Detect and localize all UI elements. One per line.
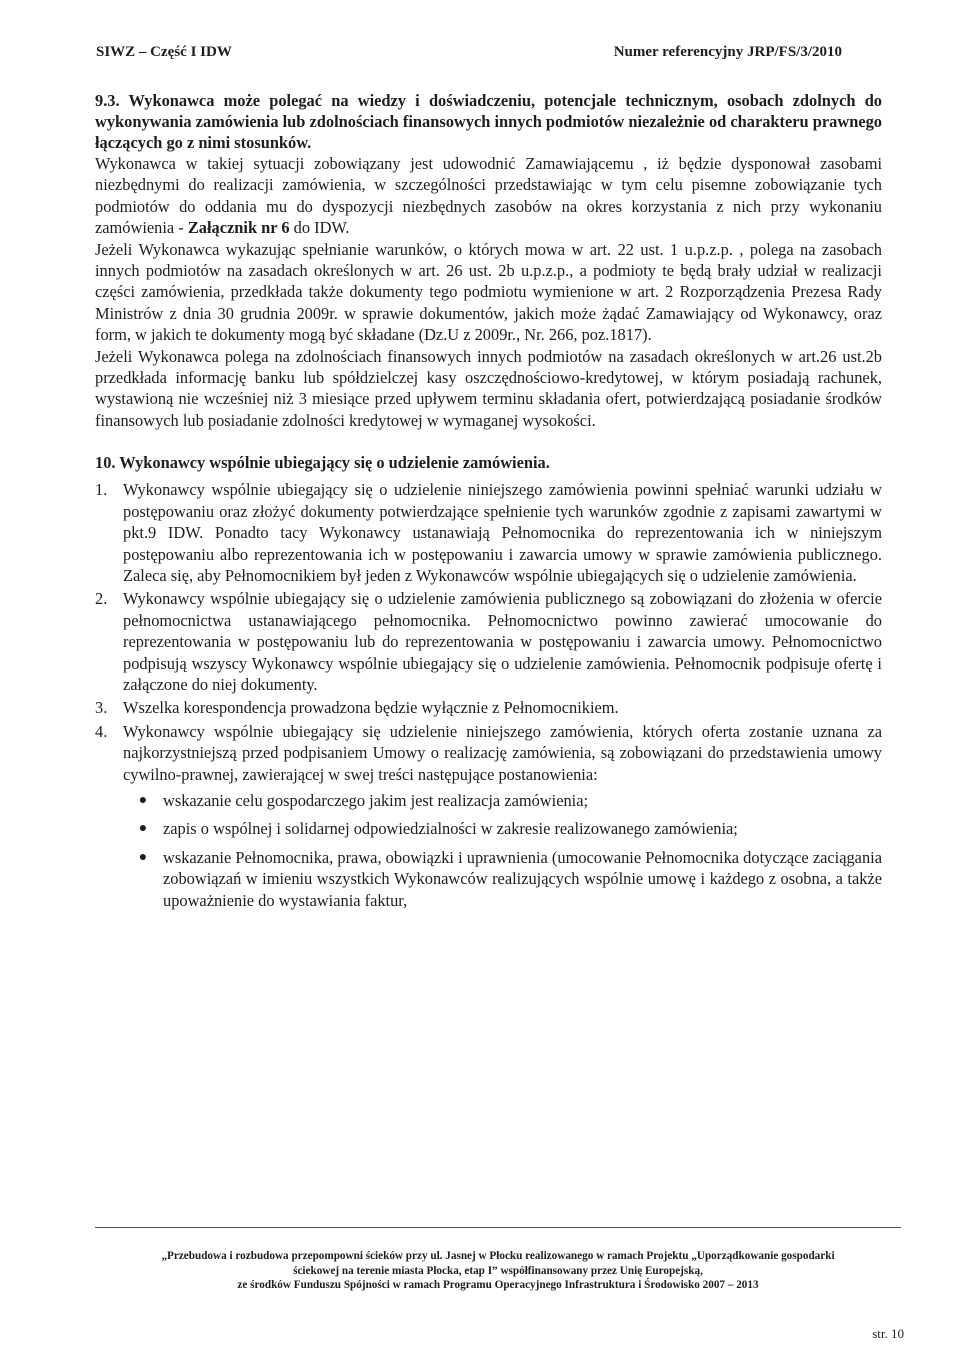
list-item bbox=[95, 479, 882, 586]
attachment-reference: Załącznik nr 6 bbox=[187, 218, 290, 238]
section-10-title: 10. Wykonawcy wspólnie ubiegający się o udzielenie zamówienia. bbox=[95, 453, 550, 473]
list-item-text: Wszelka korespondencja prowadzona będzie wyłącznie z Pełnomocnikiem. bbox=[123, 698, 619, 718]
bullet-item bbox=[123, 847, 882, 911]
list-item-number: 2. bbox=[95, 589, 108, 609]
bullet-item bbox=[123, 790, 882, 811]
bullet-dot-icon: ● bbox=[138, 849, 148, 865]
list-item-number: 3. bbox=[95, 698, 108, 718]
header-left: SIWZ – Część I IDW bbox=[96, 44, 232, 60]
section-10-list bbox=[95, 479, 882, 918]
paragraph-1-end: do IDW. bbox=[289, 218, 350, 238]
list-item-number: 1. bbox=[95, 480, 108, 500]
footer-line-1: „Przebudowa i rozbudowa przepompowni ścieków przy ul. Jasnej w Płocku realizowanego w ramach Projektu „Uporządkowanie gospodarki bbox=[161, 1250, 835, 1262]
page-number: str. 10 bbox=[872, 1326, 904, 1341]
list-item bbox=[95, 721, 882, 918]
section-9-3-heading: 9.3. Wykonawca może polegać na wiedzy i doświadczeniu, potencjale technicznym, osobach zdolnych do wykonywania zamówienia lub zdolnościach finansowych innych podmiotów niezależnie od charakteru prawnego łączących go z nimi stosunków. bbox=[95, 91, 882, 152]
provisions-bullet-list bbox=[123, 790, 882, 911]
list-item bbox=[95, 697, 882, 718]
bullet-dot-icon: ● bbox=[138, 792, 148, 808]
bullet-text: zapis o wspólnej i solidarnej odpowiedzialności w zakresie realizowanego zamówienia; bbox=[163, 819, 738, 839]
list-item-text bbox=[123, 721, 882, 918]
document-body bbox=[95, 90, 882, 920]
list-item-text: Wykonawcy wspólnie ubiegający się o udzielenie niniejszego zamówienia powinni spełniać warunki udziału w postępowaniu oraz złożyć dokumenty potwierdzające spełnienie tych warunków zgodnie z zapisami zawartymi w pkt.9 IDW. Ponadto tacy Wykonawcy ustanawiają Pełnomocnika do reprezentowania ich w niniejszym postępowaniu albo reprezentowania ich w postępowaniu i zawarcia umowy w sprawie zamówienia publicznego. Zaleca się, aby Pełnomocnikiem był jeden z Wykonawców wspólnie ubiegających się o udzielenie zamówienia. bbox=[123, 480, 882, 585]
section-9-3-paragraph-3: Jeżeli Wykonawca polega na zdolnościach finansowych innych podmiotów na zasadach określonych w art.26 ust.2b przedkłada informację banku lub spółdzielczej kasy oszczędnościowo-kredytowej, w którym posiadają rachunek, wystawioną nie wcześniej niż 3 miesiące przed upływem terminu składania ofert, potwierdzającą posiadanie środków finansowych lub posiadanie zdolności kredytowej w wymaganej wysokości. bbox=[95, 346, 882, 430]
footer-line-2: ściekowej na terenie miasta Płocka, etap I” współfinansowany przez Unię Europejską, bbox=[293, 1264, 703, 1277]
footer-divider bbox=[95, 1227, 901, 1228]
list-item bbox=[95, 588, 882, 695]
bullet-dot-icon: ● bbox=[138, 821, 148, 837]
section-9-3-paragraph-1 bbox=[95, 153, 882, 239]
bullet-text: wskazanie celu gospodarczego jakim jest realizacja zamówienia; bbox=[163, 790, 589, 810]
footer bbox=[95, 1249, 901, 1293]
header-reference-number: Numer referencyjny JRP/FS/3/2010 bbox=[613, 44, 842, 60]
list-item-4-text: Wykonawcy wspólnie ubiegający się udzielenie niniejszego zamówienia, których oferta zostanie uznana za najkorzystniejszą przed podpisaniem Umowy o realizację zamówienia, są zobowiązani do przedstawienia umowy cywilno-prawnej, zawierającej w swej treści następujące postanowienia: bbox=[123, 721, 882, 784]
footer-line-3: ze środków Funduszu Spójności w ramach Programu Operacyjnego Infrastruktura i Środowisko 2007 – 2013 bbox=[237, 1279, 759, 1291]
list-item-text: Wykonawcy wspólnie ubiegający się o udzielenie zamówienia publicznego są zobowiązani do złożenia w ofercie pełnomocnictwa ustanawiającego pełnomocnika. Pełnomocnictwo powinno zawierać umocowanie do reprezentowania w postępowaniu lub do reprezentowania w postępowaniu i zawarcia umowy. Pełnomocnictwo podpisują wszyscy Wykonawcy wspólnie ubiegający się o udzielenie zamówienia. Pełnomocnik podpisuje ofertę i załączone do niej dokumenty. bbox=[123, 589, 882, 694]
bullet-item bbox=[123, 818, 882, 839]
list-item-number: 4. bbox=[95, 721, 108, 741]
bullet-text: wskazanie Pełnomocnika, prawa, obowiązki i uprawnienia (umocowanie Pełnomocnika dotyczące zaciągania zobowiązań w imieniu wszystkich Wykonawców realizujących wspólnie umowę i każdego z osobna, a także upoważnienie do wystawiania faktur, bbox=[163, 847, 882, 910]
section-9-3-paragraph-2: Jeżeli Wykonawca wykazując spełnianie warunków, o których mowa w art. 22 ust. 1 u.p.z.p. , polega na zasobach innych podmiotów na zasadach określonych w art. 26 ust. 2b u.p.z.p., a podmioty te będą brały udział w realizacji części zamówienia, przedkłada także dokumenty tego podmiotu wymienione w art. 2 Rozporządzenia Prezesa Rady Ministrów z dnia 30 grudnia 2009r. w sprawie dokumentów, jakich może żądać Zamawiający od Wykonawcy, oraz form, w jakich te dokumenty mogą być składane (Dz.U z 2009r., Nr. 266, poz.1817). bbox=[95, 239, 882, 345]
paragraph-1-text: Wykonawca w takiej sytuacji zobowiązany jest udowodnić Zamawiającemu , iż będzie dysponował zasobami niezbędnymi do realizacji zamówienia, w szczególności przedstawiając w tym celu pisemne zobowiązanie tych podmiotów do oddania mu do dyspozycji niezbędnych zasobów na okres korzystania z nich przy wykonaniu zamówienia - bbox=[95, 154, 882, 238]
